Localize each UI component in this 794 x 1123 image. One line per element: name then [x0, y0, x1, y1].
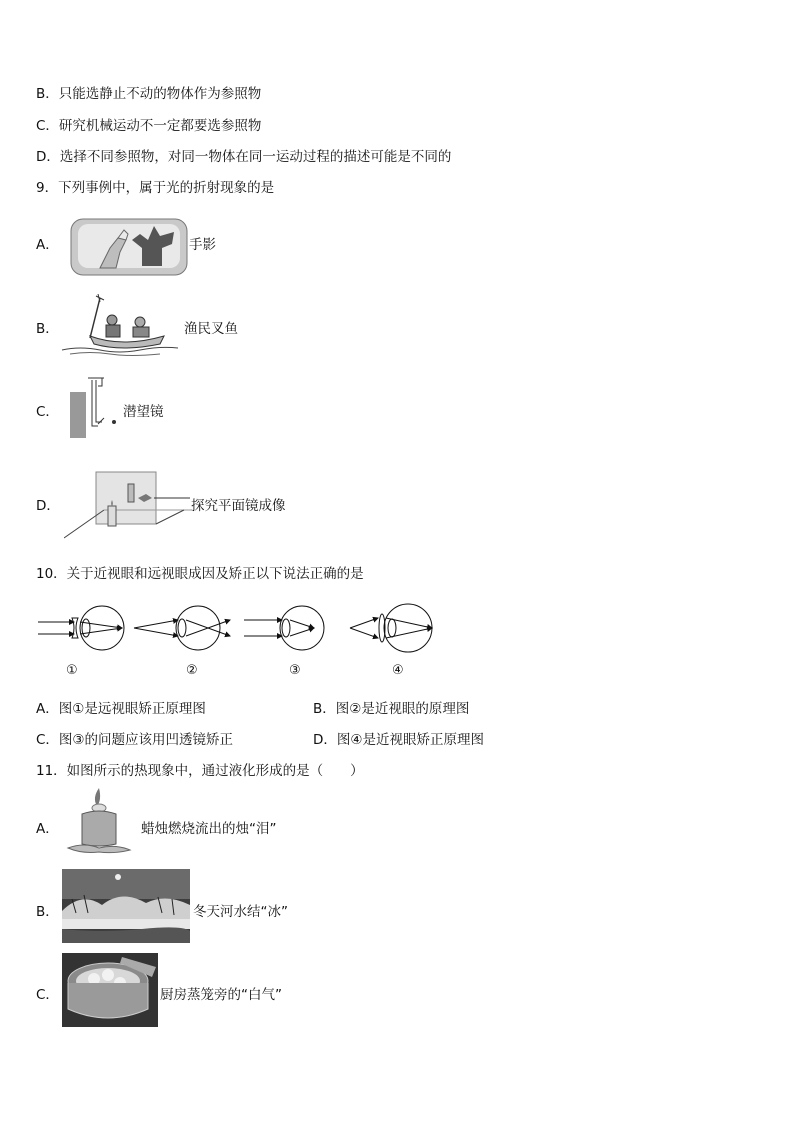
q10-option-c: C．图③的问题应该用凹透镜矫正: [36, 732, 234, 748]
q11-option-a-caption: 蜡烛燃烧流出的烛“泪”: [141, 821, 277, 837]
q9-option-d-letter: D．: [36, 498, 60, 514]
eye-diagram-label-2: ②: [186, 663, 198, 678]
eye-diagram-4: [350, 604, 432, 652]
eye-diagram-1: [38, 606, 124, 650]
eye-diagram-3: [244, 606, 324, 650]
q11-option-a-letter: A．: [36, 821, 59, 837]
eye-diagram-label-3: ③: [289, 663, 301, 678]
q9-option-a-letter: A．: [36, 237, 59, 253]
eye-diagram-2: [134, 606, 230, 650]
q10-stem: 10．关于近视眼和远视眼成因及矫正以下说法正确的是: [36, 566, 364, 582]
periscope-picture: [68, 374, 120, 440]
q9-option-c-caption: 潜望镜: [123, 404, 164, 420]
fisherman-spearing-fish-picture: [60, 294, 180, 356]
q9-stem: 9．下列事例中，属于光的折射现象的是: [36, 180, 275, 196]
steamer-photo: [62, 953, 158, 1027]
q10-option-b: B．图②是近视眼的原理图: [313, 701, 470, 717]
q9-option-b-caption: 渔民叉鱼: [184, 321, 238, 337]
plane-mirror-experiment-picture: [64, 470, 194, 540]
q8-option-d: D．选择不同参照物，对同一物体在同一运动过程的描述可能是不同的: [36, 149, 452, 165]
frozen-river-photo: [62, 869, 190, 943]
q10-option-a: A．图①是远视眼矫正原理图: [36, 701, 206, 717]
q11-option-c-letter: C．: [36, 987, 59, 1003]
eye-diagrams-figure: [34, 598, 444, 660]
hand-shadow-picture: [70, 218, 188, 276]
eye-diagram-label-4: ④: [392, 663, 404, 678]
candle-picture: [64, 786, 134, 856]
q11-option-c-caption: 厨房蒸笼旁的“白气”: [160, 987, 282, 1003]
q11-stem: 11．如图所示的热现象中，通过液化形成的是（ ）: [36, 763, 364, 779]
q9-option-c-letter: C．: [36, 404, 59, 420]
q10-option-d: D．图④是近视眼矫正原理图: [313, 732, 484, 748]
q8-option-c: C．研究机械运动不一定都要选参照物: [36, 118, 262, 134]
eye-diagram-label-1: ①: [66, 663, 78, 678]
q8-option-b: B．只能选静止不动的物体作为参照物: [36, 86, 262, 102]
q9-option-d-caption: 探究平面镜成像: [191, 498, 286, 514]
q11-option-b-caption: 冬天河水结“冰”: [193, 904, 288, 920]
q9-option-b-letter: B．: [36, 321, 59, 337]
q11-option-b-letter: B．: [36, 904, 59, 920]
q9-option-a-caption: 手影: [189, 237, 216, 253]
